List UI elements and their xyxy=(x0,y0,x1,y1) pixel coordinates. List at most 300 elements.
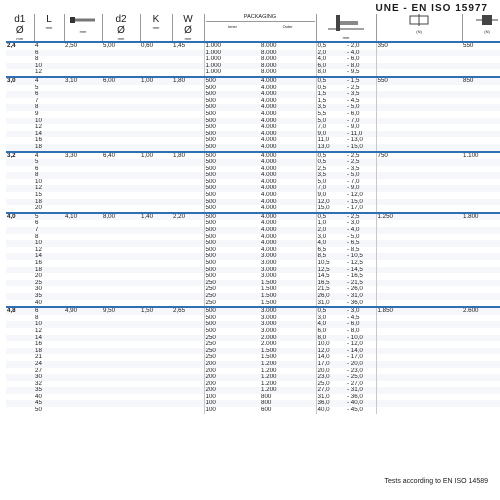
cell-tensile xyxy=(462,179,500,186)
cell-grip-max: - 4,5 xyxy=(347,314,360,321)
cell-shear xyxy=(376,387,462,394)
cell-rivet-dim xyxy=(64,227,102,234)
cell-grip-max: - 1,5 xyxy=(346,77,376,85)
cell-tensile xyxy=(462,104,500,111)
cell-tensile: 550 xyxy=(462,42,500,50)
cell-pack-outer: 4.000 xyxy=(260,185,316,192)
cell-k xyxy=(140,118,172,125)
cell-tensile xyxy=(462,91,500,98)
cell-rivet-dim xyxy=(64,247,102,254)
footer-note: Tests according to EN ISO 14589 xyxy=(384,478,488,485)
cell-d1 xyxy=(6,172,34,179)
cell-pack-outer: 8.000 xyxy=(261,56,277,63)
cell-rivet-dim xyxy=(64,166,102,173)
cell-k xyxy=(140,144,172,152)
cell-tensile xyxy=(462,341,500,348)
packaging-inner-label: Inner xyxy=(227,24,237,29)
cell-pack-outer: 3.000 xyxy=(261,314,277,321)
cell-pack-inner: 500 xyxy=(204,260,260,267)
cell-rivet-dim xyxy=(64,387,102,394)
cell-pack-outer: 4.000 xyxy=(261,220,277,227)
cell-pack-outer: 600 xyxy=(261,407,272,414)
cell-shear xyxy=(376,293,462,300)
cell-length: 6 xyxy=(35,165,39,172)
cell-d2 xyxy=(102,63,140,70)
cell-length: 18 xyxy=(34,348,64,355)
cell-d2 xyxy=(102,104,140,111)
cell-pack-inner: 500 xyxy=(204,227,260,234)
cell-rivet-dim xyxy=(64,267,102,274)
cell-grip-max: - 36,0 xyxy=(347,299,363,306)
cell-length: 8 xyxy=(34,172,64,179)
cell-pack-outer: 4.000 xyxy=(261,178,277,185)
cell-pack-inner: 500 xyxy=(204,199,260,206)
cell-d1 xyxy=(6,199,34,206)
cell-d1 xyxy=(6,234,34,241)
cell-tensile xyxy=(462,227,500,234)
cell-tensile xyxy=(462,118,500,125)
cell-grip-max: - 6,0 xyxy=(346,321,376,328)
cell-length: 7 xyxy=(35,97,39,104)
table-row xyxy=(6,348,500,355)
cell-k xyxy=(140,253,172,260)
table-row xyxy=(6,400,500,407)
cell-d2: 9,50 xyxy=(102,307,140,315)
cell-grip-max: - 4,0 xyxy=(346,227,376,234)
cell-tensile xyxy=(462,253,500,260)
cell-pack-inner: 500 xyxy=(204,124,260,131)
cell-rivet-dim xyxy=(64,361,102,368)
unit-label: mm xyxy=(79,29,87,34)
cell-d1 xyxy=(6,227,34,234)
cell-d2 xyxy=(102,91,140,98)
cell-rivet-dim xyxy=(64,321,102,328)
cell-d1 xyxy=(6,159,34,166)
cell-w xyxy=(172,166,204,173)
cell-pack-outer: 2.000 xyxy=(260,335,316,342)
cell-grip-min: 0,5 xyxy=(316,152,346,160)
cell-pack-inner: 250 xyxy=(204,354,260,361)
cell-rivet-dim: 4,10 xyxy=(64,213,102,221)
table-row xyxy=(6,69,500,77)
cell-w xyxy=(172,381,204,388)
cell-d1 xyxy=(6,144,34,152)
cell-k xyxy=(140,300,172,308)
cell-grip-max: - 10,0 xyxy=(346,335,376,342)
cell-d2 xyxy=(102,98,140,105)
cell-shear xyxy=(376,131,462,138)
cell-rivet-dim xyxy=(64,328,102,335)
cell-length: 40 xyxy=(35,299,42,306)
cell-w xyxy=(172,335,204,342)
table-row xyxy=(6,124,500,131)
cell-w xyxy=(172,50,204,57)
cell-length: 18 xyxy=(34,144,64,152)
header-shear-force xyxy=(376,14,462,42)
cell-tensile xyxy=(462,260,500,267)
cell-d1 xyxy=(6,63,34,70)
cell-d2 xyxy=(102,361,140,368)
cell-length: 14 xyxy=(34,335,64,342)
table-row xyxy=(6,354,500,361)
cell-d1 xyxy=(6,111,34,118)
cell-pack-outer: 3.000 xyxy=(260,253,316,260)
cell-shear xyxy=(376,91,462,98)
cell-shear xyxy=(376,111,462,118)
cell-d1 xyxy=(6,368,34,375)
cell-grip-max: - 3,0 xyxy=(346,307,376,315)
cell-pack-inner: 500 xyxy=(204,213,260,221)
cell-pack-inner: 200 xyxy=(204,387,260,394)
cell-grip-min: 10,0 xyxy=(316,341,346,348)
cell-d1 xyxy=(6,341,34,348)
cell-w xyxy=(172,199,204,206)
cell-k xyxy=(140,111,172,118)
cell-pack-outer: 4.000 xyxy=(260,172,316,179)
cell-shear xyxy=(376,124,462,131)
rivet-spec-table xyxy=(6,14,500,414)
cell-tensile xyxy=(462,131,500,138)
cell-grip-min: 1,5 xyxy=(316,91,346,98)
cell-k xyxy=(140,234,172,241)
cell-grip-min: 31,0 xyxy=(316,300,346,308)
cell-d2 xyxy=(102,260,140,267)
cell-tensile xyxy=(462,111,500,118)
cell-grip-max: - 9,0 xyxy=(347,124,360,131)
cell-shear xyxy=(376,267,462,274)
cell-rivet-dim: 2,50 xyxy=(64,42,102,50)
cell-w xyxy=(172,328,204,335)
cell-d2 xyxy=(102,118,140,125)
cell-length: 5 xyxy=(34,213,64,221)
cell-d1 xyxy=(6,185,34,192)
cell-rivet-dim xyxy=(64,131,102,138)
cell-d2 xyxy=(102,205,140,213)
cell-pack-outer: 4.000 xyxy=(261,205,277,212)
cell-rivet-dim xyxy=(64,63,102,70)
cell-d1 xyxy=(6,205,34,213)
n-unit-label: (N) xyxy=(484,29,490,34)
cell-grip-min: 2,0 xyxy=(316,227,346,234)
cell-d1 xyxy=(6,267,34,274)
cell-pack-inner: 250 xyxy=(204,280,260,287)
cell-tensile xyxy=(462,394,500,401)
cell-pack-inner: 500 xyxy=(204,137,260,144)
cell-shear xyxy=(376,354,462,361)
cell-d1 xyxy=(6,104,34,111)
cell-tensile xyxy=(462,56,500,63)
rivet-icon xyxy=(68,14,98,26)
diameter-symbol: Ø xyxy=(117,25,125,36)
cell-shear xyxy=(376,50,462,57)
cell-tensile xyxy=(462,267,500,274)
cell-d2 xyxy=(102,111,140,118)
cell-d1: 4,8 xyxy=(6,307,34,315)
cell-pack-outer: 4.000 xyxy=(260,104,316,111)
cell-pack-outer: 3.000 xyxy=(260,321,316,328)
table-row xyxy=(6,267,500,274)
cell-d1 xyxy=(6,400,34,407)
cell-d1 xyxy=(6,361,34,368)
cell-grip-max: - 2,0 xyxy=(346,42,376,50)
cell-rivet-dim xyxy=(64,185,102,192)
cell-shear xyxy=(376,192,462,199)
cell-grip-min: 6,0 xyxy=(316,63,346,70)
cell-k xyxy=(140,280,172,287)
cell-tensile xyxy=(462,381,500,388)
table-row xyxy=(6,286,500,293)
table-row xyxy=(6,111,500,118)
cell-grip-max: - 3,5 xyxy=(346,91,376,98)
table-row xyxy=(6,374,500,381)
table-row xyxy=(6,407,500,414)
cell-rivet-dim xyxy=(64,192,102,199)
cell-d1 xyxy=(6,98,34,105)
cell-w xyxy=(172,247,204,254)
table-row xyxy=(6,240,500,247)
cell-rivet-dim xyxy=(64,199,102,206)
cell-rivet-dim xyxy=(64,293,102,300)
cell-k xyxy=(140,159,172,166)
cell-length: 12 xyxy=(35,246,42,253)
cell-shear xyxy=(376,260,462,267)
cell-d2 xyxy=(102,159,140,166)
table-row xyxy=(6,50,500,57)
cell-length: 10 xyxy=(34,63,64,70)
cell-d2 xyxy=(102,227,140,234)
cell-grip-max: - 2,5 xyxy=(346,213,376,221)
cell-pack-inner: 200 xyxy=(204,368,260,375)
cell-pack-outer: 4.000 xyxy=(261,137,277,144)
cell-length: 6 xyxy=(34,307,64,315)
cell-grip-min: 16,5 xyxy=(316,280,346,287)
cell-grip-max: - 12,5 xyxy=(347,260,363,266)
cell-d2 xyxy=(102,400,140,407)
cell-length: 6 xyxy=(34,50,64,57)
cell-rivet-dim xyxy=(64,260,102,267)
cell-w: 1,80 xyxy=(172,77,204,85)
cell-grip-min: 3,0 xyxy=(316,234,346,241)
cell-pack-inner: 500 xyxy=(204,240,260,247)
cell-grip-max: - 40,0 xyxy=(346,400,376,407)
table-row xyxy=(6,300,500,308)
cell-d1 xyxy=(6,374,34,381)
cell-shear xyxy=(376,381,462,388)
cell-shear xyxy=(376,300,462,308)
cell-length: 18 xyxy=(34,267,64,274)
cell-length: 4 xyxy=(34,42,64,50)
cell-d1 xyxy=(6,124,34,131)
cell-tensile xyxy=(462,300,500,308)
cell-grip-max: - 9,0 xyxy=(346,185,376,192)
header-d1 xyxy=(6,14,34,42)
cell-grip-max: - 6,5 xyxy=(346,240,376,247)
cell-w xyxy=(172,394,204,401)
cell-shear xyxy=(376,85,462,92)
n-unit-label: (N) xyxy=(416,29,422,34)
cell-tensile xyxy=(462,205,500,213)
cell-grip-min: 14,5 xyxy=(316,273,346,280)
table-row xyxy=(6,63,500,70)
cell-tensile xyxy=(462,335,500,342)
cell-pack-inner: 500 xyxy=(204,159,260,166)
cell-pack-outer: 4.000 xyxy=(261,246,277,253)
cell-grip-max: - 2,5 xyxy=(346,152,376,160)
cell-pack-inner: 500 xyxy=(204,321,260,328)
table-row xyxy=(6,213,500,221)
cell-w xyxy=(172,280,204,287)
cell-grip-max: - 8,0 xyxy=(347,327,360,334)
cell-w xyxy=(172,234,204,241)
cell-tensile xyxy=(462,234,500,241)
cell-w xyxy=(172,144,204,152)
table-row xyxy=(6,247,500,254)
cell-grip-min: 6,0 xyxy=(316,328,346,335)
cell-grip-max: - 12,0 xyxy=(347,341,363,348)
cell-rivet-dim: 3,30 xyxy=(64,152,102,160)
table-row xyxy=(6,56,500,63)
cell-grip-max: - 27,0 xyxy=(347,380,363,387)
cell-length: 21 xyxy=(35,354,42,361)
cell-shear xyxy=(376,253,462,260)
cell-grip-max: - 12,0 xyxy=(347,192,363,199)
cell-tensile xyxy=(462,185,500,192)
cell-grip-max: - 7,0 xyxy=(347,178,360,185)
cell-pack-outer: 4.000 xyxy=(261,233,277,240)
cell-d2 xyxy=(102,69,140,77)
cell-length: 10 xyxy=(34,321,64,328)
cell-length: 20 xyxy=(35,205,42,212)
cell-k xyxy=(140,387,172,394)
cell-pack-outer: 1.200 xyxy=(261,367,277,374)
cell-rivet-dim xyxy=(64,205,102,213)
cell-pack-outer: 4.000 xyxy=(260,213,316,221)
cell-pack-inner: 500 xyxy=(204,315,260,322)
cell-rivet-dim xyxy=(64,374,102,381)
cell-d2 xyxy=(102,220,140,227)
cell-d1 xyxy=(6,85,34,92)
table-row xyxy=(6,159,500,166)
cell-k xyxy=(140,172,172,179)
diameter-symbol: Ø xyxy=(15,25,24,36)
cell-grip-min: 12,0 xyxy=(316,199,346,206)
table-row xyxy=(6,220,500,227)
cell-pack-outer: 1.200 xyxy=(261,380,277,387)
cell-shear: 1.250 xyxy=(376,213,462,221)
cell-d2 xyxy=(102,166,140,173)
cell-d1 xyxy=(6,50,34,57)
header-W-label: W xyxy=(183,14,193,25)
cell-length: 5 xyxy=(35,84,39,91)
cell-d2 xyxy=(102,144,140,152)
cell-length: 8 xyxy=(35,233,39,240)
cell-pack-inner: 1.000 xyxy=(204,69,260,77)
cell-pack-inner: 500 xyxy=(204,247,260,254)
cell-shear xyxy=(376,179,462,186)
cell-tensile xyxy=(462,374,500,381)
cell-rivet-dim xyxy=(64,91,102,98)
cell-grip-min: 0,5 xyxy=(316,77,346,85)
cell-pack-outer: 4.000 xyxy=(261,97,277,104)
cell-w: 1,45 xyxy=(172,42,204,50)
cell-grip-min: 5,0 xyxy=(316,118,346,125)
cell-pack-outer: 4.000 xyxy=(261,84,277,91)
cell-pack-outer: 4.000 xyxy=(260,91,316,98)
cell-d1 xyxy=(6,315,34,322)
cell-d1 xyxy=(6,192,34,199)
cell-tensile xyxy=(462,348,500,355)
cell-pack-inner: 500 xyxy=(204,77,260,85)
cell-k xyxy=(140,227,172,234)
cell-k xyxy=(140,98,172,105)
cell-d2 xyxy=(102,335,140,342)
cell-shear xyxy=(376,315,462,322)
cell-grip-min: 4,0 xyxy=(316,240,346,247)
cell-grip-max: - 20,0 xyxy=(346,361,376,368)
cell-length: 18 xyxy=(34,199,64,206)
cell-rivet-dim xyxy=(64,111,102,118)
cell-d1: 3,0 xyxy=(6,77,34,85)
cell-pack-outer: 1.500 xyxy=(260,293,316,300)
cell-grip-min: 25,0 xyxy=(316,381,346,388)
cell-w xyxy=(172,286,204,293)
cell-w xyxy=(172,172,204,179)
cell-w xyxy=(172,69,204,77)
header-d1-label: d1 xyxy=(14,14,26,25)
cell-w: 1,80 xyxy=(172,152,204,160)
cell-grip-min: 9,0 xyxy=(316,131,346,138)
cell-rivet-dim xyxy=(64,85,102,92)
unit-label: mm xyxy=(184,36,192,41)
cell-w xyxy=(172,273,204,280)
cell-grip-max: - 6,0 xyxy=(347,110,360,117)
cell-d2 xyxy=(102,293,140,300)
cell-pack-outer: 4.000 xyxy=(260,240,316,247)
cell-shear xyxy=(376,368,462,375)
cell-k xyxy=(140,240,172,247)
cell-tensile xyxy=(462,240,500,247)
cell-rivet-dim xyxy=(64,240,102,247)
cell-k xyxy=(140,179,172,186)
cell-length: 6 xyxy=(34,91,64,98)
cell-grip-max: - 7,0 xyxy=(346,118,376,125)
table-row xyxy=(6,315,500,322)
cell-tensile: 2.600 xyxy=(462,307,500,315)
cell-grip-max: - 15,0 xyxy=(346,199,376,206)
cell-k xyxy=(140,407,172,414)
cell-length: 40 xyxy=(35,393,42,400)
cell-grip-max: - 21,5 xyxy=(346,280,376,287)
cell-pack-inner: 500 xyxy=(204,131,260,138)
cell-d1: 3,2 xyxy=(6,152,34,160)
cell-pack-inner: 250 xyxy=(204,293,260,300)
cell-k xyxy=(140,192,172,199)
cell-rivet-dim xyxy=(64,354,102,361)
cell-pack-outer: 3.000 xyxy=(260,267,316,274)
cell-w xyxy=(172,240,204,247)
cell-rivet-dim xyxy=(64,234,102,241)
cell-length: 15 xyxy=(35,192,42,199)
cell-d2: 6,00 xyxy=(102,77,140,85)
cell-shear: 350 xyxy=(376,42,462,50)
cell-k xyxy=(140,220,172,227)
cell-rivet-dim xyxy=(64,253,102,260)
cell-pack-inner: 500 xyxy=(204,179,260,186)
cell-pack-outer: 4.000 xyxy=(260,227,316,234)
cell-pack-outer: 8.000 xyxy=(260,63,316,70)
cell-d2 xyxy=(102,172,140,179)
cell-k xyxy=(140,354,172,361)
